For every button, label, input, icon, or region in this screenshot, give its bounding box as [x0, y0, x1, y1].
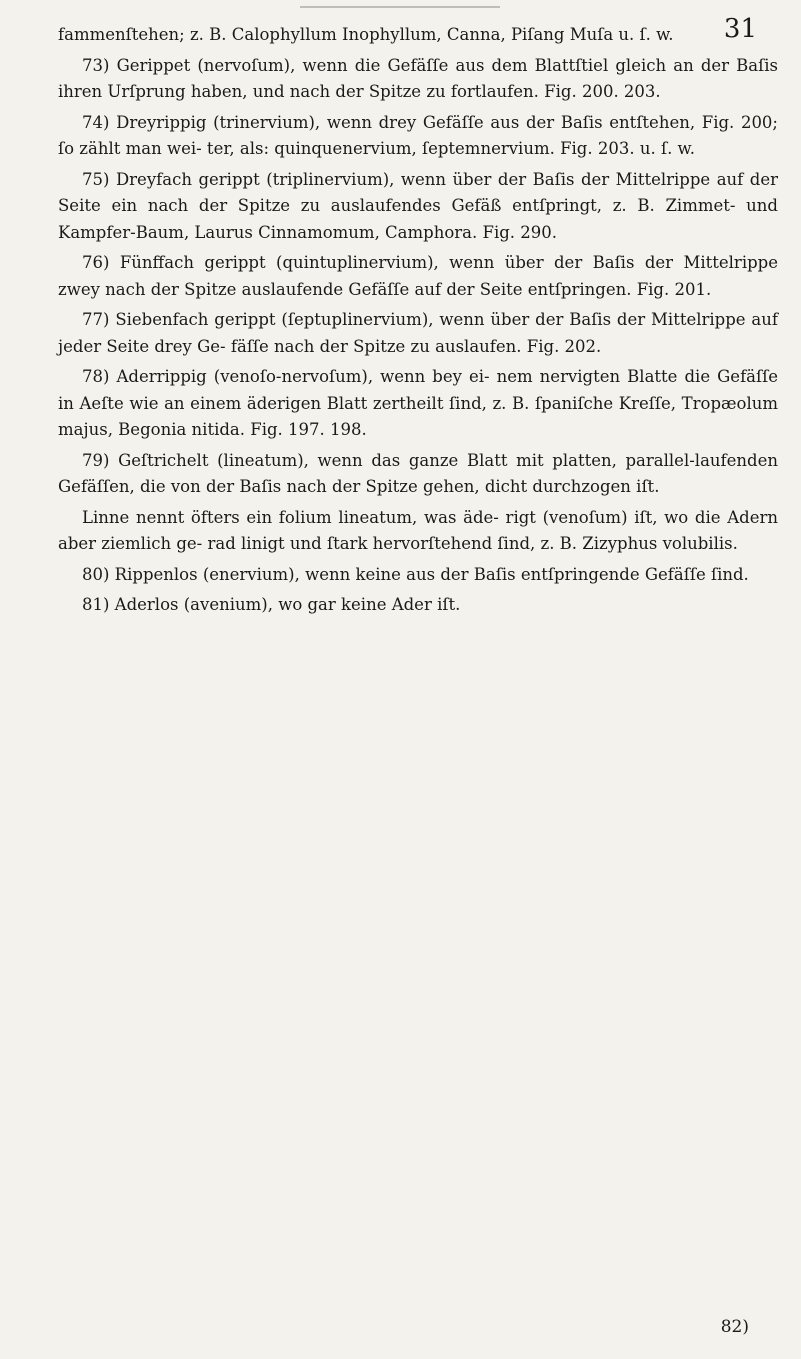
paragraph-79: 79) Geſtrichelt (lineatum), wenn das ganze Blatt mit platten, parallel-laufenden Gefäſſen, die von der Baſis nach der Spitze gehen, dicht durchzogen iſt.: [58, 450, 778, 496]
paragraph-77: 77) Siebenfach gerippt (ſeptuplinervium), wenn über der Baſis der Mittelrippe auf jeder Seite drey Ge- fäſſe nach der Spitze zu auslaufen. Fig. 202.: [58, 310, 778, 356]
catchword: 82): [720, 1317, 749, 1337]
paragraph-73: 73) Gerippet (nervoſum), wenn die Gefäſſe aus dem Blattſtiel gleich an der Baſis ihren Urſprung haben, und nach der Spitze zu fortlaufen. Fig. 200. 203.: [58, 55, 778, 101]
paragraph-81: 81) Aderlos (avenium), wo gar keine Ader iſt.: [82, 595, 461, 614]
paragraph-78: 78) Aderrippig (venoſo-nervoſum), wenn bey ei- nem nervigten Blatte die Gefäſſe in Aeſte wie an einem äderigen Blatt zertheilt ſind, z. B. ſpaniſche Kreſſe, Tropæolum majus, Begonia nitida. Fig. 197. 198.: [58, 367, 778, 439]
paragraph-80: 80) Rippenlos (enervium), wenn keine aus der Baſis entſpringende Gefäſſe ſind.: [82, 564, 749, 584]
paragraph-74: 74) Dreyrippig (trinervium), wenn drey Gefäſſe aus der Baſis entſtehen, Fig. 200; ſo zählt man wei- ter, als: quinquenervium, ſeptemnervium. Fig. 203. u. ſ. w.: [58, 112, 778, 158]
paragraph-75: 75) Dreyfach gerippt (triplinervium), wenn über der Baſis der Mittelrippe auf der Seite ein nach der Spitze zu auslaufendes Gefäß entſpringt, z. B. Zimmet- und Kampfer-Baum, Laurus Cinnamomum, Camphora. Fig. 290.: [58, 169, 778, 242]
paragraph-76: 76) Fünffach gerippt (quintuplinervium), wenn über der Baſis der Mittelrippe zwey nach der Spitze auslaufende Gefäſſe auf der Seite entſpringen. Fig. 201.: [58, 253, 778, 299]
page-body: [58, 22, 778, 619]
paragraph-continuation: fammenſtehen; z. B. Calophyllum Inophyllum, Canna, Piſang Muſa u. ſ. w.: [58, 25, 674, 44]
top-rule: [300, 6, 500, 8]
paragraph-linne-note: Linne nennt öfters ein folium lineatum, was äde- rigt (venoſum) iſt, wo die Adern aber ziemlich ge- rad linigt und ſtark hervorſtehend ſind, z. B. Zizyphus volubilis.: [58, 507, 778, 553]
page-number: 31: [723, 14, 757, 44]
